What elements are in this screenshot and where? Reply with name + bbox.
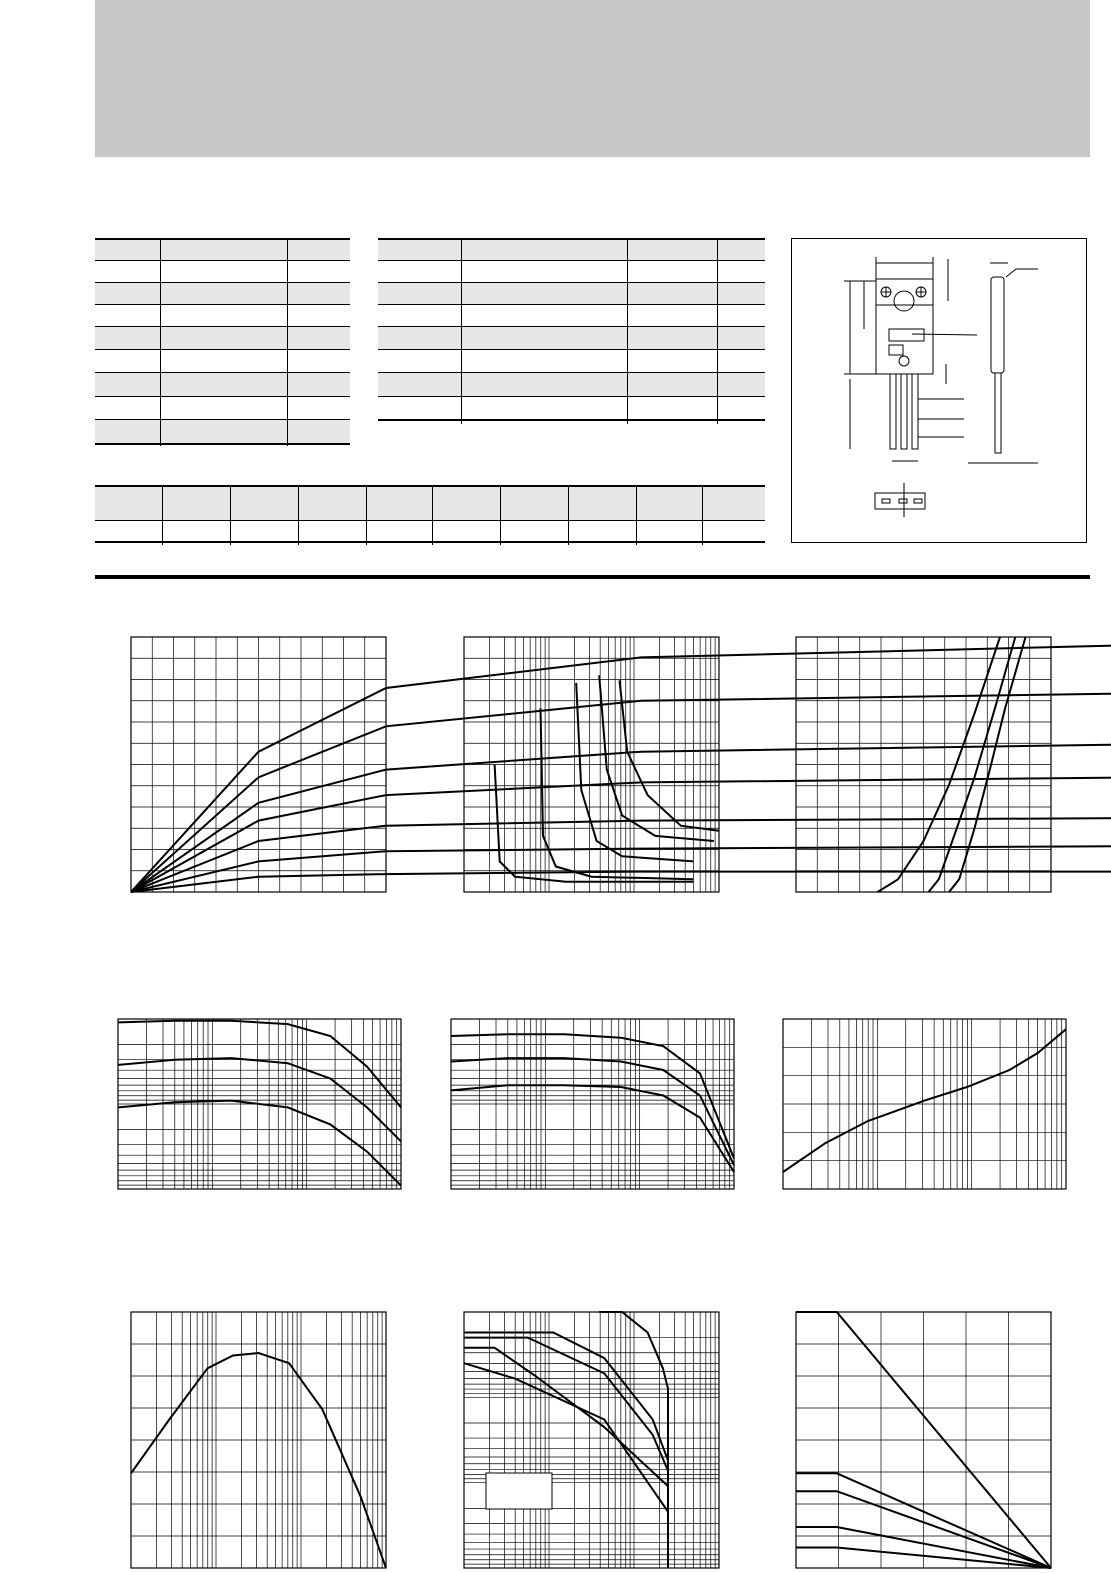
graph-2 — [464, 637, 719, 892]
graph-5 — [451, 1019, 734, 1189]
package-outline-drawing — [792, 239, 1088, 544]
graph-1 — [131, 637, 386, 892]
series-curve-3 — [451, 1085, 734, 1172]
table-row — [378, 283, 765, 304]
plot-frame — [464, 1312, 719, 1568]
header-band — [95, 0, 1090, 157]
table-row — [95, 261, 350, 282]
table-row — [378, 373, 765, 396]
table-header-row — [95, 487, 765, 520]
graph-9 — [796, 1312, 1051, 1568]
graph-8 — [464, 1312, 719, 1568]
table-row — [95, 305, 350, 326]
series-curve-5 — [599, 1312, 668, 1568]
table-row — [378, 350, 765, 372]
series-curve-2 — [118, 1058, 401, 1141]
series-curve-4 — [599, 675, 714, 841]
graph-3 — [796, 637, 1051, 892]
table-row — [95, 521, 765, 541]
table-row — [378, 397, 765, 419]
package-outline-frame — [791, 238, 1087, 543]
series-curve-1 — [118, 1021, 401, 1108]
table-row — [95, 373, 350, 396]
graph-6 — [783, 1019, 1066, 1189]
table-header-row — [95, 240, 350, 260]
series-curve-3 — [576, 683, 693, 862]
table-row — [95, 283, 350, 304]
series-curve-1 — [495, 765, 694, 882]
series-curve-1 — [783, 1029, 1066, 1172]
graph-7 — [131, 1312, 386, 1568]
series-curve-3 — [118, 1101, 401, 1186]
graph-4 — [118, 1019, 401, 1189]
electrical-characteristics-table — [378, 238, 765, 424]
series-curve-5 — [620, 680, 720, 830]
note-box — [486, 1473, 552, 1509]
table-row — [95, 327, 350, 349]
absolute-ratings-table — [95, 238, 350, 446]
table-row — [95, 350, 350, 372]
series-curve-1 — [451, 1034, 734, 1158]
table-row — [95, 397, 350, 419]
section-divider — [95, 575, 1090, 579]
series-curve-2 — [464, 1333, 668, 1569]
table-row — [378, 261, 765, 282]
table-row — [95, 420, 350, 443]
classification-table — [95, 485, 765, 545]
table-row — [378, 305, 765, 326]
table-row — [378, 327, 765, 349]
table-header-row — [378, 240, 765, 260]
